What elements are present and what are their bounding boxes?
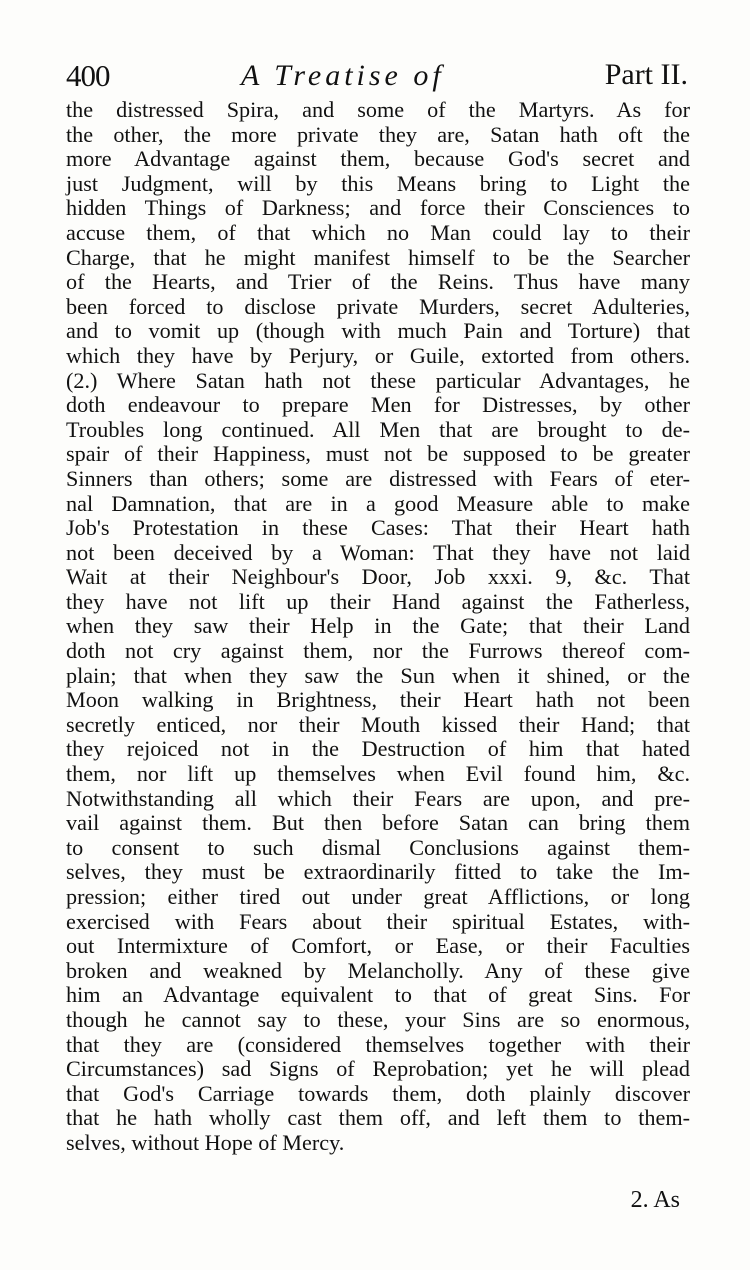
text-line: to consent to such dismal Conclusions against them-: [66, 834, 690, 860]
text-line: exercised with Fears about their spiritual Estates, with-: [66, 908, 690, 934]
catchword: 2. As: [630, 1187, 680, 1213]
text-line: that they are (considered themselves together with their: [66, 1031, 690, 1057]
text-line: Wait at their Neighbour's Door, Job xxxi. 9, &c. That: [66, 564, 690, 590]
text-line: of the Hearts, and Trier of the Reins. Thus have many: [66, 269, 690, 295]
text-line: just Judgment, will by this Means bring to Light the: [66, 170, 690, 196]
text-line: selves, without Hope of Mercy.: [66, 1129, 345, 1155]
text-line: doth not cry against them, nor the Furrows thereof com-: [66, 638, 690, 664]
text-line: broken and weakned by Melancholly. Any of these give: [66, 957, 690, 983]
text-line: Circumstances) sad Signs of Reprobation; yet he will plead: [66, 1056, 690, 1082]
text-line: the other, the more private they are, Satan hath oft the: [66, 121, 690, 147]
text-line: Charge, that he might manifest himself to be the Searcher: [66, 244, 690, 270]
text-line: which they have by Perjury, or Guile, extorted from others.: [66, 342, 690, 368]
page-header: [66, 58, 688, 98]
text-line: and to vomit up (though with much Pain and Torture) that: [66, 318, 690, 344]
text-line: they have not lift up their Hand against the Fatherless,: [66, 588, 690, 614]
text-line: Troubles long continued. All Men that are brought to de-: [66, 416, 690, 442]
text-line: Job's Protestation in these Cases: That their Heart hath: [66, 515, 690, 541]
body-text: [66, 98, 690, 1156]
text-line: when they saw their Help in the Gate; that their Land: [66, 613, 690, 639]
part-label: Part II.: [604, 58, 688, 91]
text-line: Notwithstanding all which their Fears are upon, and pre-: [66, 785, 690, 811]
text-line: more Advantage against them, because God's secret and: [66, 146, 690, 172]
text-line: they rejoiced not in the Destruction of him that hated: [66, 736, 690, 762]
text-line: hidden Things of Darkness; and force their Consciences to: [66, 195, 690, 221]
text-line: doth endeavour to prepare Men for Distresses, by other: [66, 392, 690, 418]
text-line: been forced to disclose private Murders, secret Adulteries,: [66, 293, 690, 319]
text-line: accuse them, of that which no Man could lay to their: [66, 219, 690, 245]
text-line: Sinners than others; some are distressed with Fears of eter-: [66, 465, 690, 491]
text-line: him an Advantage equivalent to that of great Sins. For: [66, 982, 690, 1008]
text-line: Moon walking in Brightness, their Heart hath not been: [66, 687, 690, 713]
text-line: (2.) Where Satan hath not these particular Advantages, he: [66, 367, 690, 393]
text-line: the distressed Spira, and some of the Martyrs. As for: [66, 97, 690, 122]
text-line: them, nor lift up themselves when Evil found him, &c.: [66, 761, 690, 787]
text-line: selves, they must be extraordinarily fitted to take the Im-: [66, 859, 690, 885]
text-line: secretly enticed, nor their Mouth kissed their Hand; that: [66, 711, 690, 737]
text-line: pression; either tired out under great Afflictions, or long: [66, 884, 690, 909]
text-line: out Intermixture of Comfort, or Ease, or their Faculties: [66, 933, 690, 959]
text-line: plain; that when they saw the Sun when it shined, or the: [66, 662, 690, 688]
text-line: vail against them. But then before Satan can bring them: [66, 810, 690, 836]
running-title: A Treatise of: [241, 59, 445, 92]
text-line: though he cannot say to these, your Sins are so enormous,: [66, 1006, 690, 1032]
page-number: 400: [66, 58, 110, 93]
text-line: that he hath wholly cast them off, and left them to them-: [66, 1105, 690, 1131]
text-line: not been deceived by a Woman: That they have not laid: [66, 539, 690, 565]
text-line: spair of their Happiness, must not be supposed to be greater: [66, 441, 690, 467]
text-line: that God's Carriage towards them, doth plainly discover: [66, 1080, 690, 1106]
text-line: nal Damnation, that are in a good Measure able to make: [66, 490, 690, 516]
